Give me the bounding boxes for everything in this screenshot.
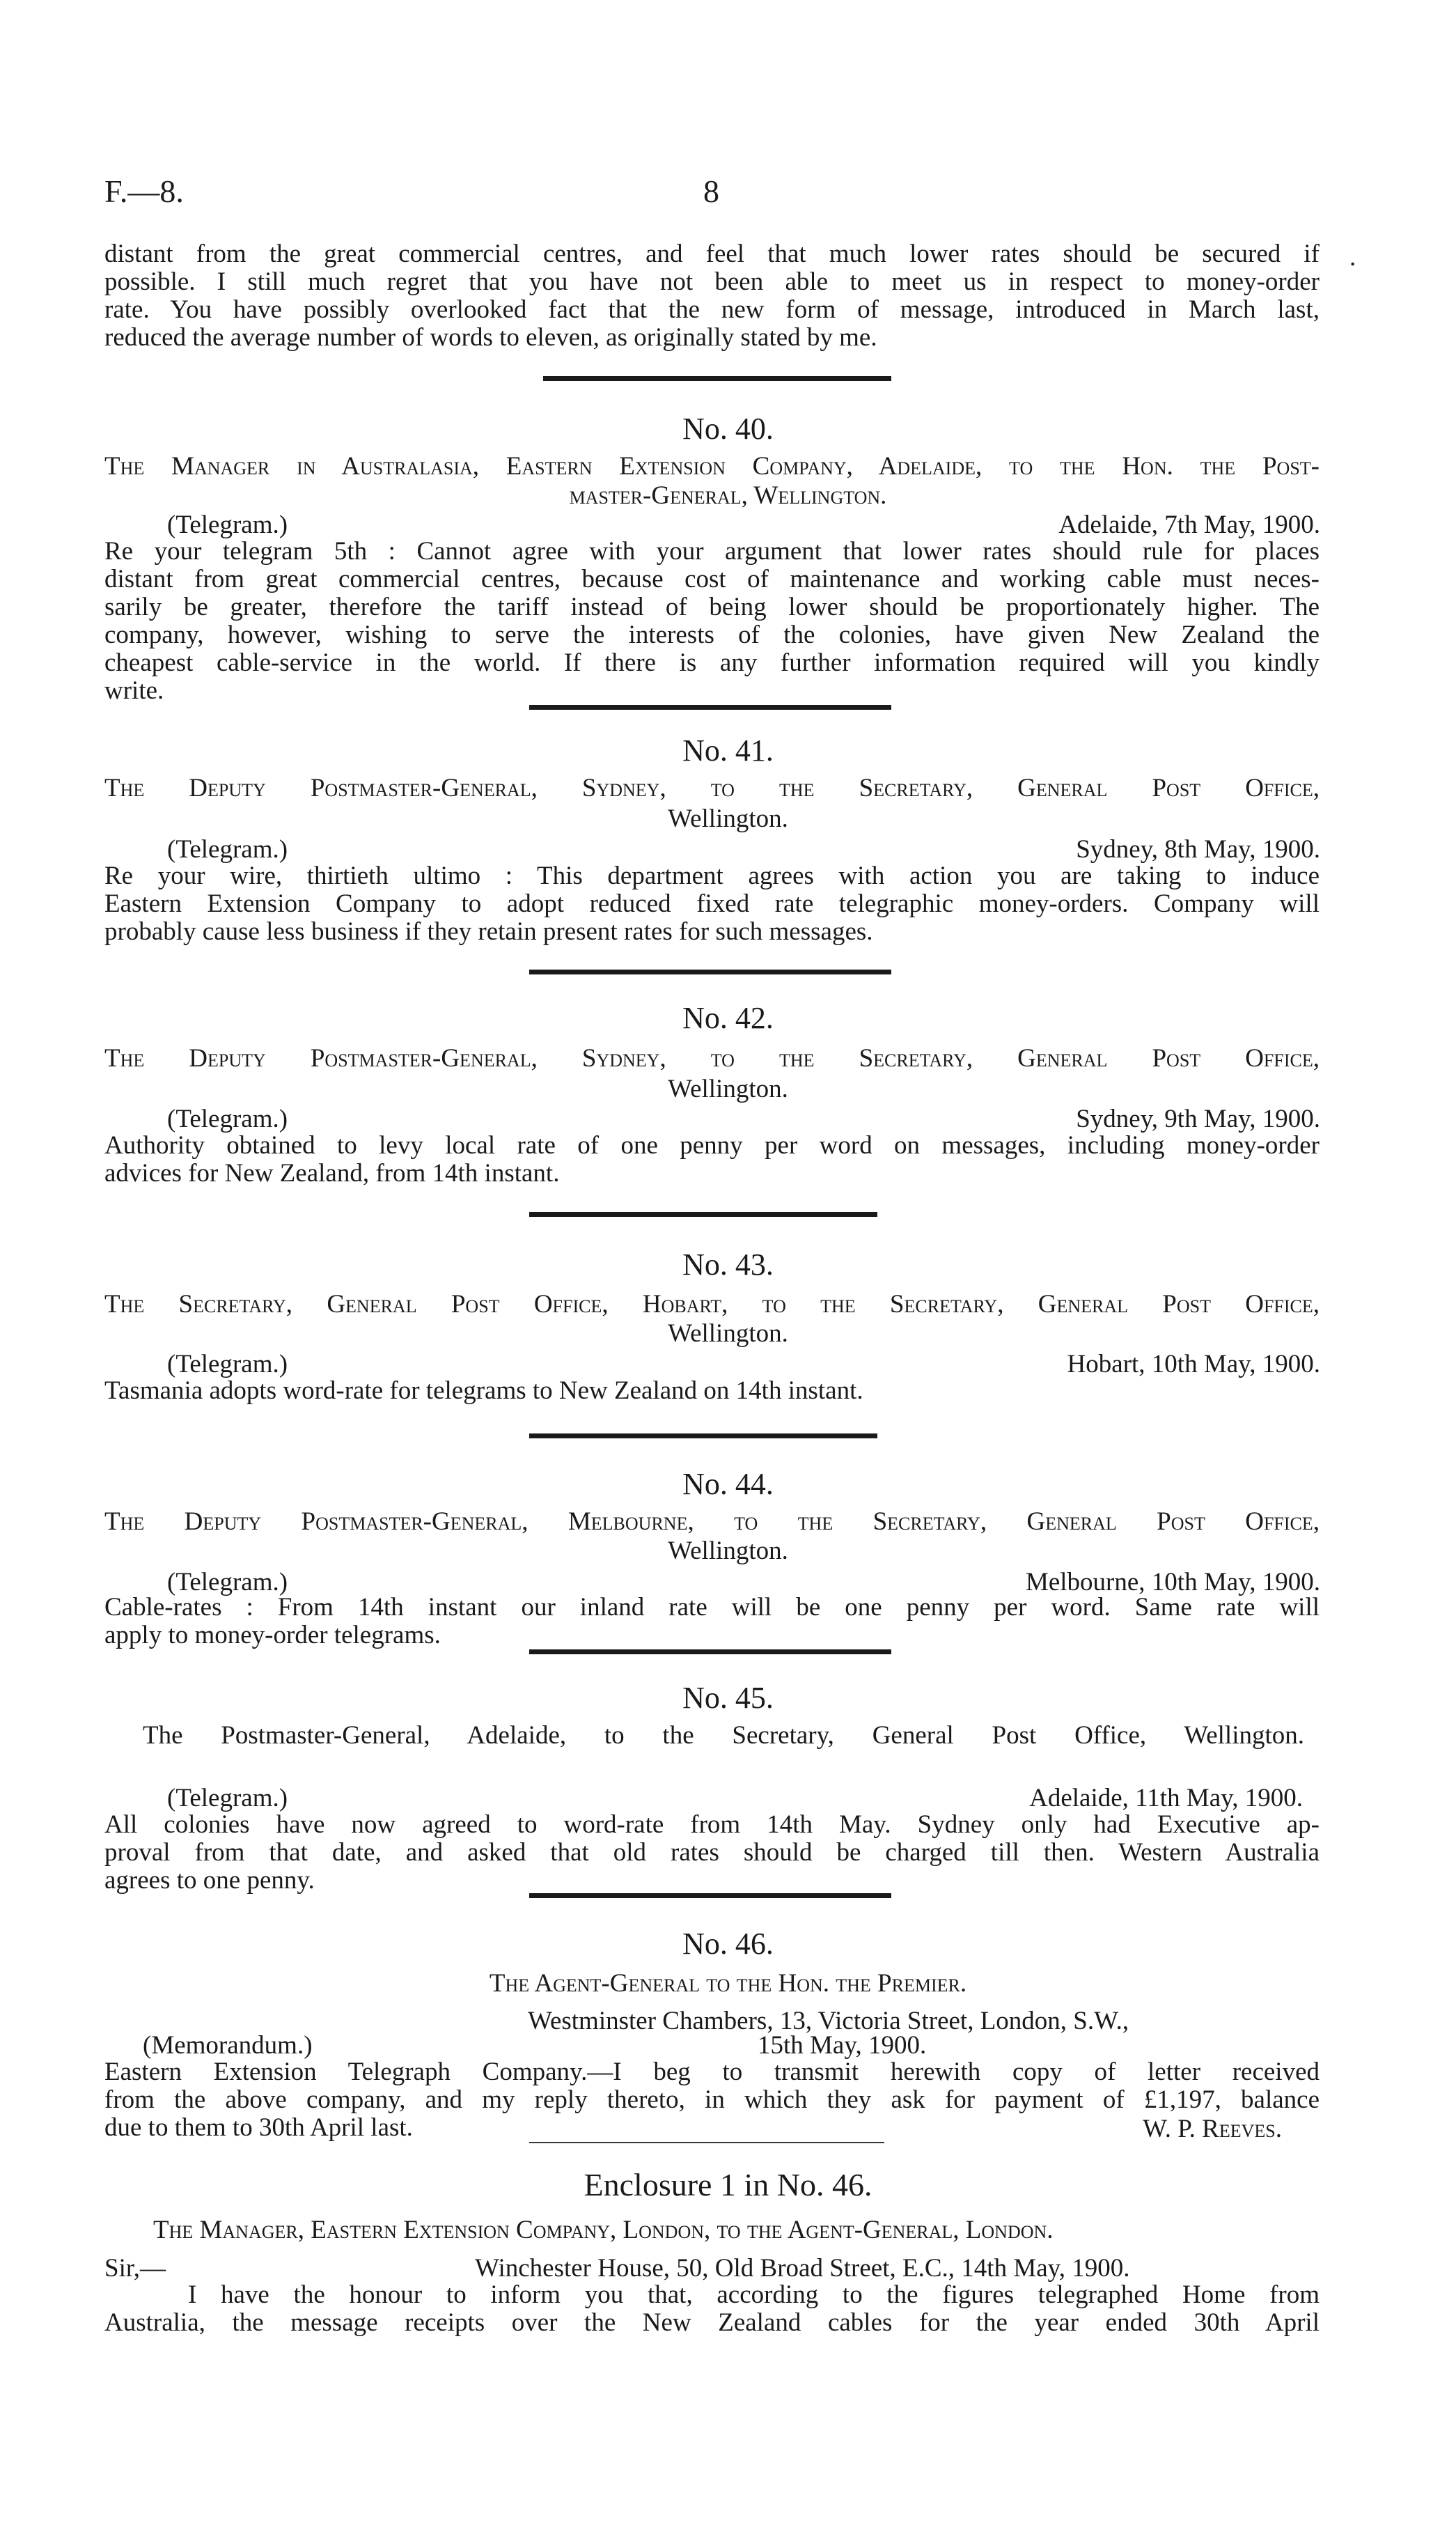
section-title-no45: No. 45. <box>682 1681 774 1715</box>
no40-body-line: Re your telegram 5th : Cannot agree with your argument that lower rates should rule for places <box>104 537 1320 566</box>
no43-body-line: Tasmania adopts word-rate for telegrams to New Zealand on 14th instant. <box>104 1376 863 1405</box>
no46-body-line: due to them to 30th April last. <box>104 2113 413 2142</box>
section-title-no46: No. 46. <box>682 1927 774 1961</box>
no42-body-line: Authority obtained to levy local rate of one penny per word on messages, including money-order <box>104 1131 1320 1160</box>
no44-body-line: apply to money-order telegrams. <box>104 1621 441 1649</box>
no46-date: 15th May, 1900. <box>758 2031 927 2060</box>
enclosure-title: Enclosure 1 in No. 46. <box>584 2167 872 2202</box>
section-title-no44: No. 44. <box>682 1467 774 1501</box>
no42-body <box>104 1132 1320 1188</box>
no40-body-line: company, however, wishing to serve the interests of the colonies, have given New Zealand the <box>104 621 1320 649</box>
section-divider <box>529 1649 891 1654</box>
no43-from <box>104 1291 1320 1319</box>
section-divider <box>529 970 891 974</box>
no41-body-line: probably cause less business if they retain present rates for such messages. <box>104 917 873 946</box>
enclosure-body <box>104 2281 1320 2337</box>
no46-from-line1: The Agent-General to the Hon. the Premier. <box>489 1969 967 1998</box>
no43-body <box>104 1377 1320 1405</box>
no41-from-line1: The Deputy Postmaster-General, Sydney, to the Secretary, General Post Office, <box>104 774 1320 802</box>
no44-from-line2: Wellington. <box>668 1537 788 1565</box>
no42-from-line2: Wellington. <box>668 1075 788 1103</box>
no46-signature: W. P. Reeves. <box>1143 2115 1282 2143</box>
no44-body <box>104 1594 1320 1649</box>
no44-type: (Telegram.) <box>167 1568 288 1596</box>
no45-body <box>104 1811 1320 1895</box>
section-divider <box>529 1212 877 1217</box>
no40-body-line: distant from great commercial centres, because cost of maintenance and working cable must neces- <box>104 565 1320 593</box>
no44-from <box>104 1508 1320 1536</box>
no40-from-line1: The Manager in Australasia, Eastern Extension Company, Adelaide, to the Hon. the Post- <box>104 452 1320 481</box>
enclosure-body-line: I have the honour to inform you that, according to the figures telegraphed Home from <box>188 2280 1320 2309</box>
no45-body-line: All colonies have now agreed to word-rate from 14th May. Sydney only had Executive ap- <box>104 1810 1320 1839</box>
no41-from-line2: Wellington. <box>668 804 788 833</box>
no40-body-line: write. <box>104 676 164 705</box>
no44-body-line: Cable-rates : From 14th instant our inland rate will be one penny per word. Same rate will <box>104 1593 1320 1622</box>
no41-body <box>104 862 1320 946</box>
section-divider <box>543 376 891 381</box>
page-number: 8 <box>703 173 719 209</box>
intro-line: reduced the average number of words to eleven, as originally stated by me. <box>104 323 877 352</box>
margin-mark: . <box>1349 243 1356 272</box>
no40-body <box>104 538 1320 705</box>
no41-body-line: Eastern Extension Company to adopt reduced fixed rate telegraphic money-orders. Company will <box>104 889 1320 918</box>
no46-body-line: Eastern Extension Telegraph Company.—I beg to transmit herewith copy of letter received <box>104 2058 1320 2086</box>
section-title-no41: No. 41. <box>682 733 774 768</box>
no40-body-line: sarily be greater, therefore the tariff instead of being lower should be proportionately higher. The <box>104 593 1320 621</box>
section-divider <box>529 1893 891 1898</box>
no46-body <box>104 2058 1320 2142</box>
no41-place-date: Sydney, 8th May, 1900. <box>1076 835 1320 864</box>
no42-type: (Telegram.) <box>167 1105 288 1133</box>
no43-place-date: Hobart, 10th May, 1900. <box>1067 1350 1320 1378</box>
no44-place-date: Melbourne, 10th May, 1900. <box>1025 1568 1320 1596</box>
no45-type: (Telegram.) <box>167 1784 288 1812</box>
no45-place-date: Adelaide, 11th May, 1900. <box>1029 1784 1303 1812</box>
no43-from-line1: The Secretary, General Post Office, Hobart, to the Secretary, General Post Office, <box>104 1290 1320 1319</box>
intro-line: distant from the great commercial centres, and feel that much lower rates should be secured if <box>104 240 1320 268</box>
section-divider-thin <box>529 2142 884 2143</box>
no41-type: (Telegram.) <box>167 835 288 864</box>
section-divider <box>529 705 891 710</box>
no40-from <box>104 453 1320 481</box>
no40-body-line: cheapest cable-service in the world. If there is any further information required will you kindly <box>104 648 1320 677</box>
doc-reference: F.—8. <box>104 173 184 209</box>
no41-body-line: Re your wire, thirtieth ultimo : This department agrees with action you are taking to induce <box>104 862 1320 890</box>
no42-from <box>104 1045 1320 1073</box>
no46-body-line: from the above company, and my reply thereto, in which they ask for payment of £1,197, balance <box>104 2085 1320 2114</box>
enclosure-address-date: Winchester House, 50, Old Broad Street, E.C., 14th May, 1900. <box>475 2254 1130 2283</box>
no46-type: (Memorandum.) <box>143 2031 313 2060</box>
no45-body-line: agrees to one penny. <box>104 1866 315 1895</box>
enclosure-salutation: Sir,— <box>104 2254 166 2283</box>
no42-place-date: Sydney, 9th May, 1900. <box>1076 1105 1320 1133</box>
no45-from-line1: The Postmaster-General, Adelaide, to the Secretary, General Post Office, Wellington. <box>143 1721 1304 1750</box>
no46-address: Westminster Chambers, 13, Victoria Street, London, S.W., <box>528 2007 1129 2035</box>
no40-type: (Telegram.) <box>167 511 288 539</box>
no42-from-line1: The Deputy Postmaster-General, Sydney, to the Secretary, General Post Office, <box>104 1044 1320 1073</box>
no44-from-line1: The Deputy Postmaster-General, Melbourne, to the Secretary, General Post Office, <box>104 1507 1320 1536</box>
intro-line: possible. I still much regret that you have not been able to meet us in respect to money-order <box>104 267 1320 296</box>
section-divider <box>529 1433 877 1438</box>
section-title-no42: No. 42. <box>682 1001 774 1035</box>
no40-from-line2: master-General, Wellington. <box>569 481 887 510</box>
no45-body-line: proval from that date, and asked that old rates should be charged till then. Western Australia <box>104 1838 1320 1867</box>
no43-from-line2: Wellington. <box>668 1319 788 1348</box>
no40-place-date: Adelaide, 7th May, 1900. <box>1058 511 1320 539</box>
section-title-no40: No. 40. <box>682 412 774 446</box>
section-title-no43: No. 43. <box>682 1247 774 1282</box>
no41-from <box>104 775 1320 802</box>
intro-line: rate. You have possibly overlooked fact that the new form of message, introduced in March last, <box>104 295 1320 324</box>
enclosure-from-line1: The Manager, Eastern Extension Company, London, to the Agent-General, London. <box>153 2216 1054 2244</box>
no43-type: (Telegram.) <box>167 1350 288 1378</box>
intro-paragraph <box>104 240 1320 352</box>
no42-body-line: advices for New Zealand, from 14th instant. <box>104 1159 560 1188</box>
enclosure-body-line: Australia, the message receipts over the New Zealand cables for the year ended 30th April <box>104 2308 1320 2337</box>
